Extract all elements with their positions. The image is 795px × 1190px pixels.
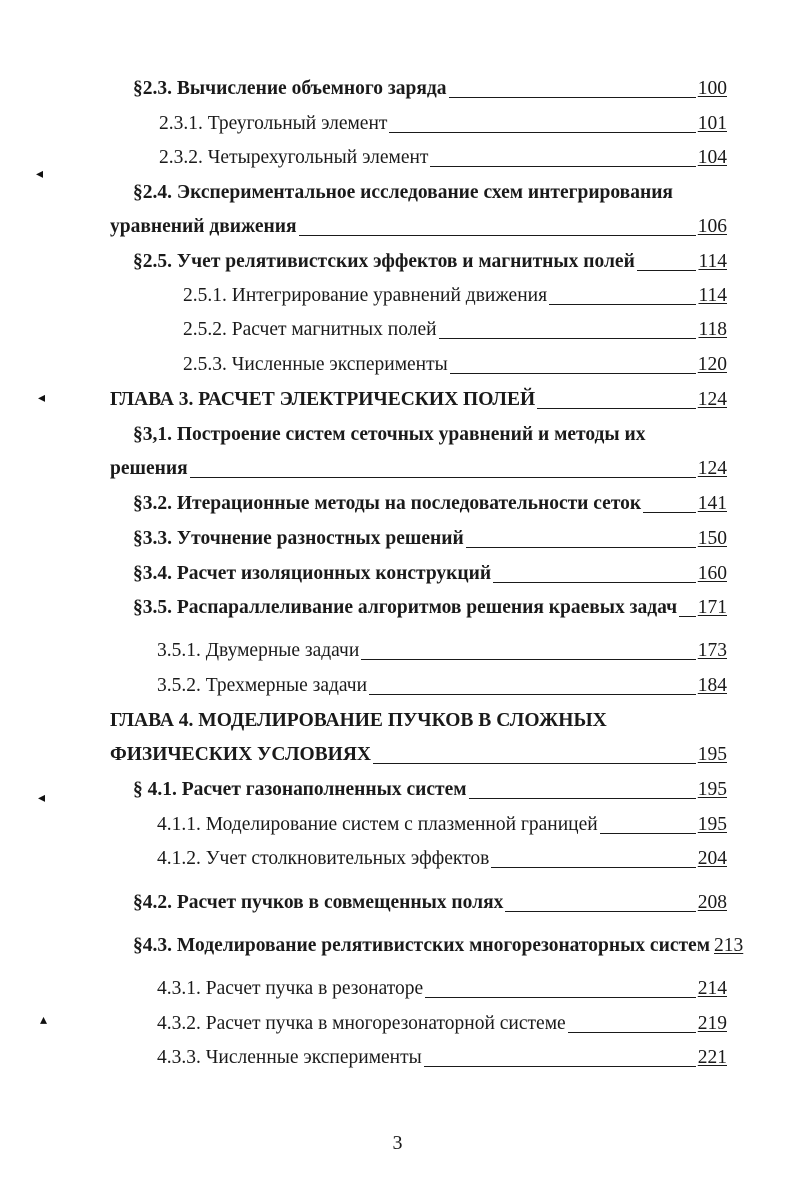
toc-entry-title: решения — [110, 458, 188, 479]
leader-line — [369, 694, 696, 695]
toc-entry-page: 213 — [714, 935, 744, 956]
toc-chapter-title-line1: ГЛАВА 4. МОДЕЛИРОВАНИЕ ПУЧКОВ В СЛОЖНЫХ — [110, 710, 607, 731]
toc-entry-title-line1: §3,1. Построение систем сеточных уравнений и методы их — [133, 424, 646, 445]
leader-line — [679, 616, 696, 617]
toc-chapter-entry — [110, 743, 727, 767]
toc-entry — [183, 284, 727, 308]
toc-entry-page: 195 — [697, 814, 727, 835]
toc-entry — [133, 891, 727, 915]
leader-line — [373, 763, 696, 764]
leader-line — [493, 582, 696, 583]
toc-entry-page: 120 — [697, 354, 727, 375]
toc-entry — [133, 778, 727, 802]
toc-entry-title: 2.3.2. Четырехугольный элемент — [159, 147, 429, 168]
leader-line — [361, 659, 695, 660]
toc-entry-page: 118 — [698, 319, 727, 340]
toc-entry — [133, 77, 727, 101]
toc-entry-title: ГЛАВА 3. РАСЧЕТ ЭЛЕКТРИЧЕСКИХ ПОЛЕЙ — [110, 389, 536, 410]
toc-entry — [133, 250, 727, 274]
toc-entry — [183, 318, 727, 342]
toc-entry — [110, 457, 727, 481]
toc-entry-page: 124 — [697, 458, 727, 479]
leader-line — [549, 304, 696, 305]
toc-entry — [133, 492, 727, 516]
toc-entry — [157, 813, 727, 837]
toc-entry-page: 184 — [697, 675, 727, 696]
toc-entry-title: 3.5.1. Двумерные задачи — [157, 640, 360, 661]
toc-entry-page: 114 — [698, 251, 727, 272]
toc-entry-title: 2.3.1. Треугольный элемент — [159, 113, 388, 134]
toc-entry-title: §3.3. Уточнение разностных решений — [133, 528, 464, 549]
toc-entry-title: §4.3. Моделирование релятивистских многорезонаторных систем — [133, 935, 710, 956]
toc-entry-title: 4.3.2. Расчет пучка в многорезонаторной системе — [157, 1013, 566, 1034]
toc-entry — [157, 847, 727, 871]
toc-entry-title: 2.5.1. Интегрирование уравнений движения — [183, 285, 548, 306]
leader-line — [491, 867, 695, 868]
toc-entry-page: 208 — [697, 892, 727, 913]
leader-line — [505, 911, 695, 912]
leader-line — [469, 798, 696, 799]
toc-entry-page: 214 — [697, 978, 727, 999]
toc-entry-title: §3.5. Распараллеливание алгоритмов решения краевых задач — [133, 597, 678, 618]
leader-line — [190, 477, 696, 478]
toc-entry — [157, 1046, 727, 1070]
toc-entry-title: §2.3. Вычисление объемного заряда — [133, 78, 447, 99]
toc-entry-page: 195 — [697, 779, 727, 800]
margin-mark-icon: ▴ — [40, 1013, 48, 1028]
toc-entry — [133, 596, 727, 620]
toc-entry-title: 4.3.3. Численные эксперименты — [157, 1047, 422, 1068]
toc-entry-title: §3.2. Итерационные методы на последовательности сеток — [133, 493, 642, 514]
leader-line — [430, 166, 695, 167]
margin-mark-icon: ◂ — [38, 791, 46, 806]
leader-line — [439, 338, 697, 339]
toc-entry-page: 106 — [697, 216, 727, 237]
toc-entry-title: §3.4. Расчет изоляционных конструкций — [133, 563, 492, 584]
leader-line — [643, 512, 696, 513]
toc-entry — [157, 1012, 727, 1036]
toc-entry-title: уравнений движения — [110, 216, 297, 237]
toc-entry-page: 114 — [698, 285, 727, 306]
leader-line — [600, 833, 696, 834]
toc-entry-page: 221 — [697, 1047, 727, 1068]
toc-entry — [133, 527, 727, 551]
toc-entry — [133, 562, 727, 586]
leader-line — [449, 97, 696, 98]
toc-entry-page: 101 — [697, 113, 727, 134]
toc-entry-title-line1: §2.4. Экспериментальное исследование схем интегрирования — [133, 182, 673, 203]
leader-line — [389, 132, 695, 133]
leader-line — [466, 547, 696, 548]
toc-entry-page: 160 — [697, 563, 727, 584]
toc-entry-title: §2.5. Учет релятивистских эффектов и магнитных полей — [133, 251, 635, 272]
toc-entry-page: 150 — [697, 528, 727, 549]
toc-entry-page: 104 — [697, 147, 727, 168]
toc-entry-title: 4.1.2. Учет столкновительных эффектов — [157, 848, 490, 869]
toc-entry — [157, 639, 727, 663]
leader-line — [568, 1032, 696, 1033]
toc-entry-title: §4.2. Расчет пучков в совмещенных полях — [133, 892, 504, 913]
toc-entry-title: ФИЗИЧЕСКИХ УСЛОВИЯХ — [110, 744, 371, 765]
toc-entry-title: 2.5.3. Численные эксперименты — [183, 354, 448, 375]
toc-entry — [110, 215, 727, 239]
toc-entry-page: 219 — [697, 1013, 727, 1034]
toc-entry-title: § 4.1. Расчет газонаполненных систем — [133, 779, 467, 800]
toc-entry — [183, 353, 727, 377]
toc-entry-title: 4.3.1. Расчет пучка в резонаторе — [157, 978, 424, 999]
toc-entry-page: 195 — [697, 744, 727, 765]
toc-entry-page: 173 — [697, 640, 727, 661]
toc-entry — [133, 934, 744, 958]
toc-entry — [159, 112, 727, 136]
toc-entry-page: 141 — [697, 493, 727, 514]
toc-entry — [157, 977, 727, 1001]
margin-mark-icon: ◂ — [36, 167, 44, 182]
leader-line — [425, 997, 696, 998]
page-number: 3 — [392, 1132, 403, 1154]
toc-entry-title: 3.5.2. Трехмерные задачи — [157, 675, 368, 696]
leader-line — [299, 235, 696, 236]
toc-entry-title: 2.5.2. Расчет магнитных полей — [183, 319, 437, 340]
toc-entry-title: 4.1.1. Моделирование систем с плазменной границей — [157, 814, 598, 835]
toc-chapter-entry — [110, 388, 727, 412]
toc-entry — [159, 146, 727, 170]
toc-entry — [157, 674, 727, 698]
toc-entry-page: 171 — [697, 597, 727, 618]
toc-entry-page: 100 — [697, 78, 727, 99]
toc-entry-page: 204 — [697, 848, 727, 869]
leader-line — [450, 373, 696, 374]
leader-line — [537, 408, 696, 409]
leader-line — [637, 270, 697, 271]
leader-line — [424, 1066, 696, 1067]
toc-entry-page: 124 — [697, 389, 727, 410]
margin-mark-icon: ◂ — [38, 391, 46, 406]
